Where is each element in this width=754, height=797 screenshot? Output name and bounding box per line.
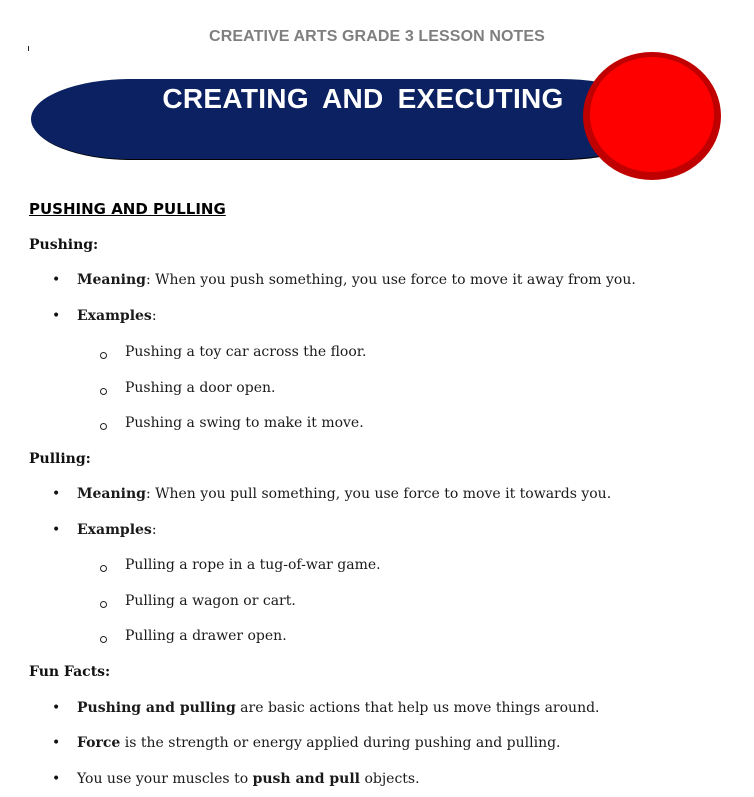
bullet-dot: • (52, 771, 61, 787)
list-item: Pulling a drawer open. (125, 628, 287, 644)
bullet-dot: • (52, 272, 61, 288)
examples-label: Examples (77, 308, 152, 324)
fun-fact-item (77, 771, 420, 787)
circle-bullet (100, 423, 107, 430)
fun-fact-item (77, 700, 600, 716)
pulling-meaning (77, 486, 611, 502)
list-item: Pulling a rope in a tug-of-war game. (125, 557, 381, 573)
banner-title: CREATING AND EXECUTING (162, 83, 564, 114)
fact-text: objects. (360, 771, 420, 787)
fact-bold-text: Pushing and pulling (77, 700, 236, 716)
examples-colon: : (151, 522, 157, 538)
text-cursor-mark (28, 46, 29, 51)
meaning-text: : When you push something, you use force to move it away from you. (145, 272, 636, 288)
fact-text: are basic actions that help us move things around. (235, 700, 600, 716)
bullet-dot: • (52, 486, 61, 502)
fact-text: You use your muscles to (77, 771, 253, 787)
meaning-text: : When you pull something, you use force to move it towards you. (145, 486, 612, 502)
bullet-dot: • (52, 735, 61, 751)
bullet-dot: • (52, 522, 61, 538)
fun-facts-heading: Fun Facts: (29, 664, 111, 680)
fact-bold-text: push and pull (252, 771, 360, 787)
pulling-heading: Pulling: (29, 451, 91, 467)
circle-bullet (100, 565, 107, 572)
pushing-meaning (77, 272, 636, 288)
bullet-dot: • (52, 308, 61, 324)
examples-colon: : (151, 308, 157, 324)
list-item: Pushing a swing to make it move. (125, 415, 364, 431)
examples-label: Examples (77, 522, 152, 538)
circle-bullet (100, 636, 107, 643)
fact-bold-text: Force (77, 735, 121, 751)
section-title: PUSHING AND PULLING (29, 200, 226, 218)
circle-bullet (100, 388, 107, 395)
list-item: Pulling a wagon or cart. (125, 593, 296, 609)
pushing-examples-label (77, 308, 157, 324)
meaning-label: Meaning (77, 272, 146, 288)
list-item: Pushing a toy car across the floor. (125, 344, 367, 360)
circle-bullet (100, 352, 107, 359)
document-header: CREATIVE ARTS GRADE 3 LESSON NOTES (209, 28, 545, 45)
fun-fact-item (77, 735, 561, 751)
meaning-label: Meaning (77, 486, 146, 502)
bullet-dot: • (52, 700, 61, 716)
pulling-examples-label (77, 522, 157, 538)
pushing-heading: Pushing: (29, 237, 99, 253)
fact-text: is the strength or energy applied during pushing and pulling. (120, 735, 561, 751)
list-item: Pushing a door open. (125, 380, 276, 396)
circle-bullet (100, 601, 107, 608)
